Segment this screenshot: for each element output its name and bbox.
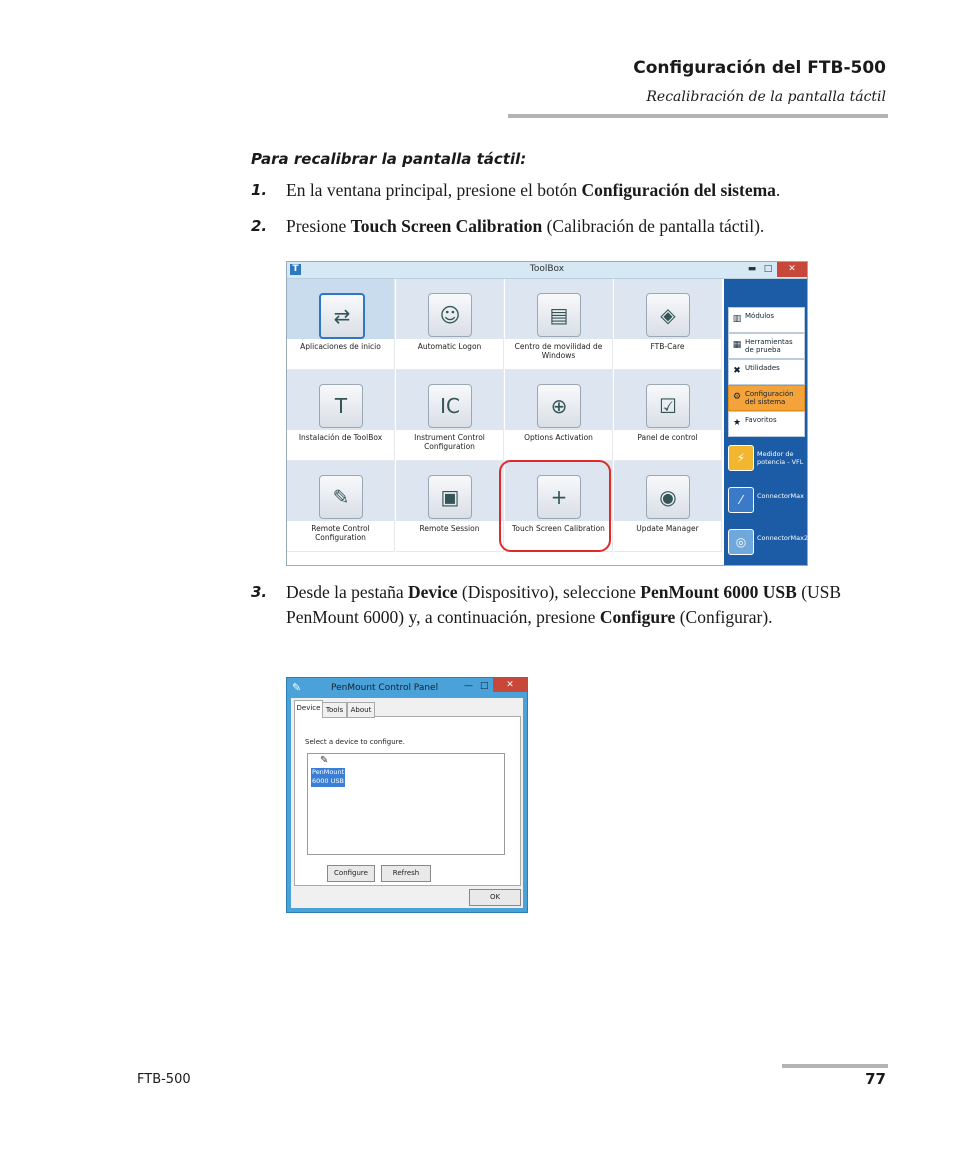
toolbox-sidebar (724, 279, 807, 565)
step-keyword: Configure (599, 607, 676, 627)
penmount-body (291, 698, 523, 908)
toolbox-title: ToolBox (529, 264, 565, 274)
close-button[interactable]: ✕ (493, 678, 527, 692)
sidebar-app[interactable] (728, 485, 806, 515)
settings-gear-icon: ⚙ (732, 392, 742, 402)
globe-icon: ◉ (646, 475, 690, 519)
sidebar-item[interactable] (728, 411, 805, 437)
modules-icon: ▥ (732, 314, 742, 324)
pen-device-icon: ✎ (320, 755, 329, 766)
toolbox-item-label: Options Activation (524, 433, 593, 442)
step-text: Desde la pestaña (286, 582, 408, 602)
step-3 (251, 580, 871, 630)
toolbox-item-label: Instrument Control Configuration (414, 433, 485, 451)
sidebar-item[interactable] (728, 385, 805, 411)
toolbox-item[interactable] (396, 370, 504, 461)
sidebar-app[interactable] (728, 443, 806, 473)
toolbox-item-label: Centro de movilidad de Windows (514, 342, 603, 360)
step-number: 1. (251, 181, 268, 199)
toolbox-item[interactable] (287, 279, 395, 370)
toolbox-item-label: Aplicaciones de inicio (300, 342, 381, 351)
sidebar-item-label: Herramientas de prueba (745, 338, 793, 354)
toolbox-logo-icon: T (319, 384, 363, 428)
configure-button[interactable]: Configure (327, 865, 375, 882)
minimize-button[interactable]: ▬ (747, 264, 757, 274)
sidebar-app-label: ConnectorMax (757, 492, 804, 500)
step-keyword: Device (407, 582, 458, 602)
device-list (307, 753, 505, 855)
control-panel-icon: ☑ (646, 384, 690, 428)
toolbox-item[interactable] (505, 370, 613, 461)
toolbox-item[interactable] (287, 461, 395, 552)
step-text: Presione (286, 216, 351, 236)
connector2-icon: ◎ (728, 529, 754, 555)
users-icon: ☺ (428, 293, 472, 337)
toolbox-item[interactable] (614, 370, 722, 461)
step-text: (Dispositivo), seleccione (457, 582, 641, 602)
toolbox-item-label: Update Manager (636, 524, 699, 533)
toolbox-item-label: Touch Screen Calibration (512, 524, 605, 533)
care-icon: ◈ (646, 293, 690, 337)
maximize-button[interactable]: □ (763, 264, 773, 274)
procedure-title: Para recalibrar la pantalla táctil: (251, 150, 527, 168)
power-meter-icon: ⚡ (728, 445, 754, 471)
remote-control-icon: ✎ (319, 475, 363, 519)
sidebar-item-label: Utilidades (745, 364, 780, 372)
toolbox-item-label: Automatic Logon (417, 342, 482, 351)
toolbox-item[interactable] (396, 461, 504, 552)
footer-rule (782, 1064, 888, 1068)
step-1 (251, 178, 871, 203)
toolbox-item-label: Remote Control Configuration (311, 524, 370, 542)
minimize-button[interactable]: — (464, 681, 473, 691)
step-number: 3. (251, 583, 268, 601)
sidebar-item[interactable] (728, 333, 805, 359)
step-number: 2. (251, 217, 268, 235)
connector-icon: ⁄ (728, 487, 754, 513)
sidebar-app-label: Medidor de potencia - VFL (757, 450, 804, 466)
toolbox-app-icon: T (290, 264, 301, 275)
pen-icon: ✎ (292, 681, 302, 694)
penmount-titlebar (287, 678, 527, 698)
step-text: . (775, 180, 781, 200)
toolbox-item-label: Instalación de ToolBox (298, 433, 383, 442)
toolbox-item[interactable] (505, 279, 613, 370)
tools-icon: ▦ (732, 340, 742, 350)
device-item-penmount[interactable]: PenMount 6000 USB (312, 768, 345, 785)
sidebar-item[interactable] (728, 359, 805, 385)
sidebar-app-label: ConnectorMax2 (757, 534, 809, 542)
toolbox-titlebar (287, 262, 807, 279)
options-icon: ⊕ (537, 384, 581, 428)
refresh-button[interactable]: Refresh (381, 865, 431, 882)
penmount-window (286, 677, 528, 913)
highlight-circle (499, 460, 611, 552)
toolbox-item[interactable] (614, 279, 722, 370)
sidebar-app[interactable] (728, 527, 809, 557)
toolbox-item[interactable] (287, 370, 395, 461)
step-keyword: PenMount 6000 USB (640, 582, 797, 602)
step-text: En la ventana principal, presione el botón (286, 180, 582, 200)
running-header-title: Configuración del FTB-500 (633, 58, 886, 78)
toolbox-item-label: FTB-Care (650, 342, 685, 351)
ok-button[interactable]: OK (469, 889, 521, 906)
sidebar-item-label: Favoritos (745, 416, 777, 424)
ic-icon: IC (428, 384, 472, 428)
toolbox-item-label: Panel de control (637, 433, 698, 442)
maximize-button[interactable]: □ (480, 681, 489, 691)
toolbox-item[interactable] (396, 279, 504, 370)
step-text: (Calibración de pantalla táctil). (542, 216, 765, 236)
footer-product: FTB-500 (137, 1072, 191, 1087)
sidebar-item-label: Módulos (745, 312, 775, 320)
header-rule (508, 114, 888, 118)
sidebar-item-label: Configuración del sistema (745, 390, 794, 406)
touch-screen-icon: + (537, 475, 581, 519)
mobility-icon: ▤ (537, 293, 581, 337)
step-text: (Configurar). (675, 607, 773, 627)
toolbox-item[interactable] (614, 461, 722, 552)
app-launch-icon: ⇄ (319, 293, 365, 339)
penmount-title: PenMount Control Panel (331, 683, 439, 693)
tab-device[interactable]: Device (294, 700, 323, 718)
star-icon: ★ (732, 418, 742, 428)
tab-tools[interactable]: Tools (322, 702, 347, 718)
utilities-icon: ✖ (733, 366, 741, 376)
step-keyword: Configuración del sistema (581, 180, 776, 200)
close-button[interactable]: ✕ (777, 262, 807, 277)
step-text: (USB PenMount 6000) y, a continuación, presione (286, 582, 842, 627)
remote-session-icon: ▣ (428, 475, 472, 519)
toolbox-item-label: Remote Session (419, 524, 480, 533)
sidebar-item[interactable] (728, 307, 805, 333)
running-header-subtitle: Recalibración de la pantalla táctil (646, 89, 886, 105)
device-prompt: Select a device to configure. (305, 738, 405, 746)
step-keyword: Touch Screen Calibration (350, 216, 543, 236)
step-2 (251, 214, 871, 239)
tab-about[interactable]: About (347, 702, 375, 718)
page-number: 77 (865, 1070, 886, 1088)
